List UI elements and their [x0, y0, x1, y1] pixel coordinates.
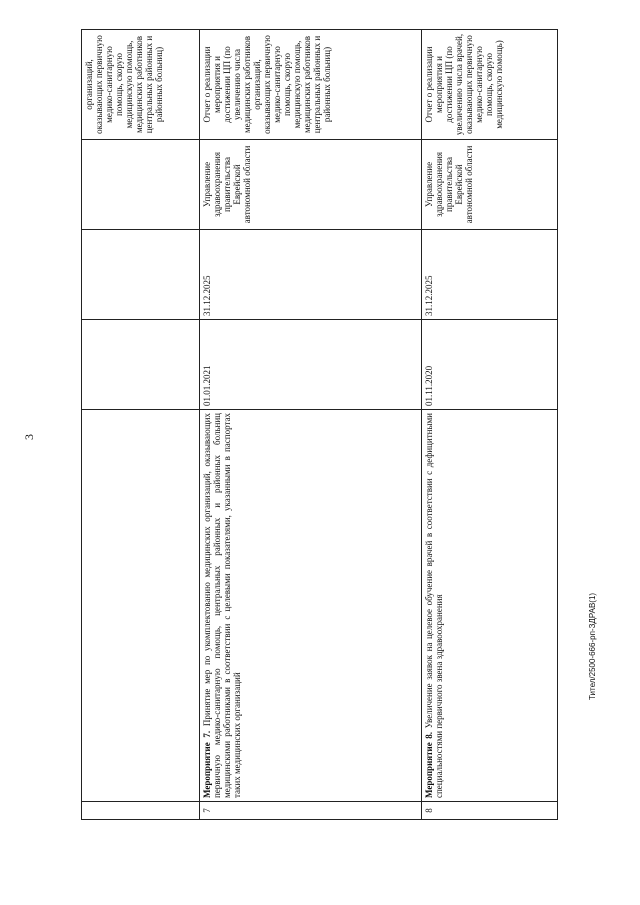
end-date: 31.12.2025 [200, 230, 422, 320]
rotated-table-container [81, 30, 557, 820]
table-row [200, 30, 422, 820]
measure-cell [200, 410, 422, 802]
end-date: 31.12.2025 [422, 230, 558, 320]
row-number: 7 [200, 802, 422, 820]
measure-cell [82, 410, 200, 802]
result: Отчет о реализации мероприятия и достижении ЦП (по увеличению числа медицинских работников организаций, оказывающих первичную медико-санитарную помощь, скорую медицинскую помощь, медицинских работников центральных районных и районных больниц) [200, 30, 422, 140]
measures-table [81, 29, 558, 820]
end-date [82, 230, 200, 320]
start-date: 01.11.2020 [422, 320, 558, 410]
executor: Управление здравоохранения правительства Еврейской автономной области [200, 140, 422, 230]
start-date: 01.01.2021 [200, 320, 422, 410]
measure-cell [422, 410, 558, 802]
measure-title: Мероприятие 7. [202, 730, 212, 798]
document-code: Тител/2500-666-рп-ЗДРАВ(1) [588, 592, 597, 700]
measure-title: Мероприятие 8. [424, 731, 434, 798]
table-row [422, 30, 558, 820]
executor: Управление здравоохранения правительства Еврейской автономной области [422, 140, 558, 230]
result: организаций, оказывающих первичную медико-санитарную помощь, скорую медицинскую помощь, медицинских работников центральных районных и районных больниц) [82, 30, 200, 140]
measure-text: Принятие мер по укомплектованию медицинских организаций, оказывающих первичную медико-санитарную помощь, центральных районных и районных больниц медицинскими работниками в соответствии с целевыми показателями, указанными в паспортах таких медицинских организаций [202, 413, 242, 798]
result: Отчет о реализации мероприятия и достижении ЦП (по увеличению числа врачей, оказывающих первичную медико-санитарную помощь, скорую медицинскую помощь) [422, 30, 558, 140]
executor [82, 140, 200, 230]
row-number: 8 [422, 802, 558, 820]
measure-text: Увеличение заявок на целевое обучение врачей в соответствии с дефицитными специальностями первичного звена здравоохранения [424, 412, 444, 798]
page-number: 3 [22, 434, 36, 440]
row-number [82, 802, 200, 820]
start-date [82, 320, 200, 410]
table-row [82, 30, 200, 820]
